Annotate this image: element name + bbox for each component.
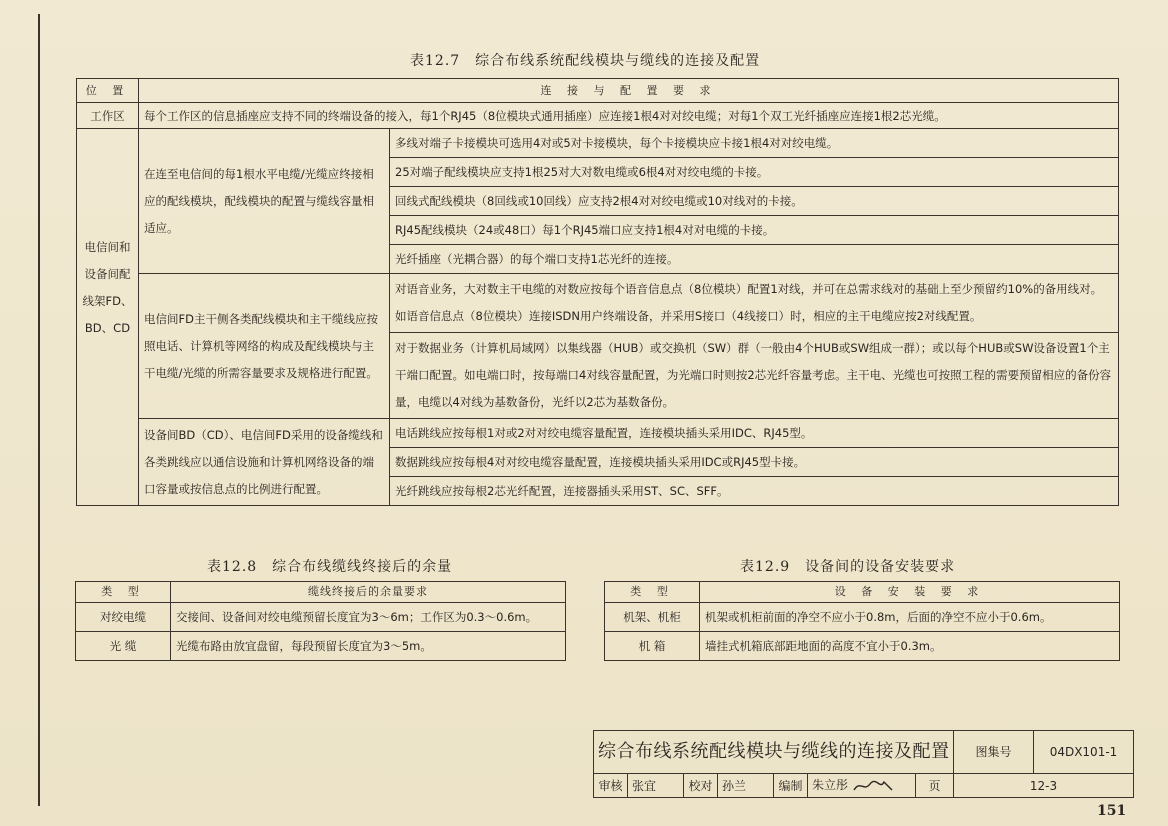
page-number: 151 (1097, 803, 1127, 819)
telecom-label-line: BD、CD (84, 321, 131, 335)
draw-label: 编制 (774, 774, 808, 798)
table-12-8 (75, 581, 566, 661)
check-label: 校对 (684, 774, 718, 798)
header-type: 类 型 (605, 582, 700, 603)
group1-text: 在连至电信间的每1根水平电缆/光缆应终接相应的配线模块，配线模块的配置与缆线容量相适应。 (139, 129, 390, 274)
table-12-7-caption: 表12.7 综合布线系统配线模块与缆线的连接及配置 (410, 53, 761, 69)
work-area-label: 工作区 (77, 103, 139, 129)
row-type: 机 箱 (605, 632, 700, 661)
row-type: 机架、机柜 (605, 603, 700, 632)
header-req: 设 备 安 装 要 求 (700, 582, 1120, 603)
signature-mark (852, 778, 898, 794)
group2-item: 对于数据业务（计算机局域网）以集线器（HUB）或交换机（SW）群（一般由4个HUB或SW组成一群）；或以每个HUB或SW设备设置1个主干端口配置。如电端口时，按每端口4对线容量配置，为光端口时则按2芯光纤容量考虑。主干电、光缆也可按照工程的需要预留相应的备份容量，电缆以4对线为基数备份，光纤以2芯为基数备份。 (390, 333, 1119, 419)
table-row (605, 603, 1120, 632)
draw-cell (808, 774, 916, 798)
page-code: 12-3 (954, 774, 1134, 798)
row-req: 光缆布路由放宜盘留，每段预留长度宜为3～5m。 (171, 632, 566, 661)
group2-text: 电信间FD主干侧各类配线模块和主干缆线应按照电话、计算机等网络的构成及配线模块与主干电缆/光缆的所需容量要求及规格进行配置。 (139, 274, 390, 419)
group1-item: 多线对端子卡接模块可选用4对或5对卡接模块，每个卡接模块应卡接1根4对对绞电缆。 (390, 129, 1119, 158)
telecom-label-line: 线架FD、 (82, 294, 133, 308)
review-name: 张宜 (632, 778, 657, 793)
group1-item: RJ45配线模块（24或48口）每1个RJ45端口应支持1根4对对电缆的卡接。 (390, 216, 1119, 245)
check-cell (718, 774, 774, 798)
header-position: 位 置 (77, 79, 139, 103)
draw-name: 朱立彤 (812, 778, 849, 793)
group2-item: 对语音业务，大对数主干电缆的对数应按每个语音信息点（8位模块）配置1对线，并可在总需求线对的基础上至少预留约10%的备用线对。如语音信息点（8位模块）连接ISDN用户终端设备，并采用S接口（4线接口）时，相应的主干电缆应按2对线配置。 (390, 274, 1119, 333)
header-req: 缆线终接后的余量要求 (171, 582, 566, 603)
page-label: 页 (916, 774, 954, 798)
atlas-label: 图集号 (954, 731, 1034, 774)
atlas-number: 04DX101-1 (1034, 731, 1134, 774)
review-cell (628, 774, 684, 798)
table-row (76, 632, 566, 661)
group3-text: 设备间BD（CD）、电信间FD采用的设备缆线和各类跳线应以通信设施和计算机网络设备的端口容量或按信息点的比例进行配置。 (139, 419, 390, 506)
review-label: 审核 (594, 774, 628, 798)
telecom-label-line: 电信间和 (84, 240, 131, 254)
table-12-9-caption: 表12.9 设备间的设备安装要求 (740, 559, 956, 575)
telecom-room-label (77, 129, 139, 506)
table-row (605, 632, 1120, 661)
header-requirement: 连 接 与 配 置 要 求 (139, 79, 1119, 103)
work-area-text: 每个工作区的信息插座应支持不同的终端设备的接入，每1个RJ45（8位模块式通用插座）应连接1根4对对绞电缆；对每1个双工光纤插座应连接1根2芯光缆。 (139, 103, 1119, 129)
row-req: 交接间、设备间对绞电缆预留长度宜为3～6m；工作区为0.3～0.6m。 (171, 603, 566, 632)
row-type: 对绞电缆 (76, 603, 171, 632)
group1-item: 光纤插座（光耦合器）的每个端口支持1芯光纤的连接。 (390, 245, 1119, 274)
header-type: 类 型 (76, 582, 171, 603)
title-block (593, 730, 1134, 798)
table-12-7 (76, 78, 1119, 506)
group1-item: 25对端子配线模块应支持1根25对大对数电缆或6根4对对绞电缆的卡接。 (390, 158, 1119, 187)
telecom-label-line: 设备间配 (84, 267, 131, 281)
check-name: 孙兰 (722, 778, 747, 793)
group3-item: 数据跳线应按每根4对对绞电缆容量配置，连接模块插头采用IDC或RJ45型卡接。 (390, 448, 1119, 477)
row-type: 光 缆 (76, 632, 171, 661)
row-req: 墙挂式机箱底部距地面的高度不宜小于0.3m。 (700, 632, 1120, 661)
table-row (76, 603, 566, 632)
row-req: 机架或机柜前面的净空不应小于0.8m，后面的净空不应小于0.6m。 (700, 603, 1120, 632)
table-12-9 (604, 581, 1120, 661)
table-12-8-caption: 表12.8 综合布线缆线终接后的余量 (207, 559, 453, 575)
group1-item: 回线式配线模块（8回线或10回线）应支持2根4对对绞电缆或10对线对的卡接。 (390, 187, 1119, 216)
group3-item: 电话跳线应按每根1对或2对对绞电缆容量配置，连接模块插头采用IDC、RJ45型。 (390, 419, 1119, 448)
group3-item: 光纤跳线应按每根2芯光纤配置，连接器插头采用ST、SC、SFF。 (390, 477, 1119, 506)
drawing-title: 综合布线系统配线模块与缆线的连接及配置 (594, 731, 954, 774)
